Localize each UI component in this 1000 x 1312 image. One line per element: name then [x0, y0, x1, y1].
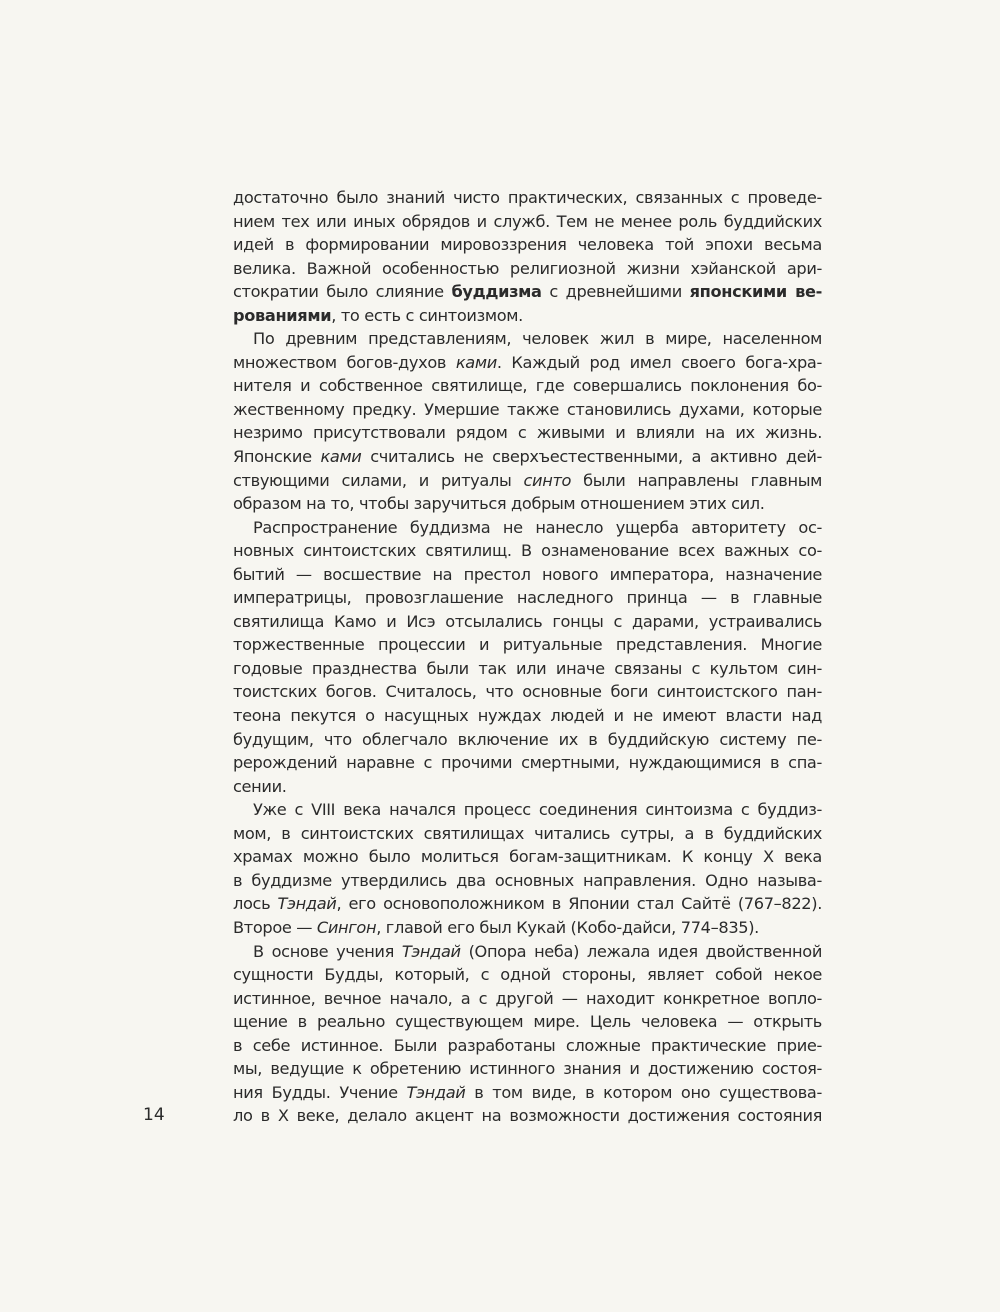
text-segment: , главой его был Кукай (Кобо-дайси, 774–835).	[376, 917, 759, 937]
text-segment: образом на то, чтобы заручиться добрым отношением этих сил.	[233, 494, 765, 514]
text-segment: с древнейшими	[541, 282, 690, 302]
text-segment: сущности Будды, который, с одной стороны, являет собой некое	[233, 965, 822, 985]
text-segment: теона пекутся о насущных нуждах людей и не имеют власти над	[233, 706, 822, 726]
text-segment: Японские	[233, 447, 321, 467]
text-segment: мом, в синтоистских святилищах читались сутры, а в буддийских	[233, 823, 822, 843]
text-segment: жественному предку. Умершие также становились духами, которые	[233, 399, 822, 419]
text-segment: стократии было слияние	[233, 282, 452, 302]
text-line	[233, 963, 822, 987]
text-segment: В основе учения	[253, 941, 402, 961]
text-segment: истинное, вечное начало, а с другой — находит конкретное вопло-	[233, 988, 822, 1008]
text-line	[233, 633, 822, 657]
text-line	[233, 421, 822, 445]
text-line	[233, 869, 822, 893]
italic-term: Сингон	[316, 917, 377, 937]
text-line	[233, 680, 822, 704]
text-line	[233, 327, 822, 351]
text-line	[233, 657, 822, 681]
text-line	[233, 516, 822, 540]
text-segment: новных синтоистских святилищ. В ознаменование всех важных со-	[233, 541, 822, 561]
text-segment: годовые празднества были так или иначе связаны с культом син-	[233, 658, 822, 678]
text-line	[233, 1104, 822, 1128]
text-line	[233, 186, 822, 210]
italic-term: синто	[523, 470, 572, 490]
text-line	[233, 469, 822, 493]
text-line	[233, 704, 822, 728]
page-number: 14	[143, 1105, 165, 1125]
text-segment: щение в реально существующем мире. Цель человека — открыть	[233, 1012, 822, 1032]
text-line	[233, 1034, 822, 1058]
text-segment: велика. Важной особенностью религиозной жизни хэйанской ари-	[233, 258, 822, 278]
text-line	[233, 492, 822, 516]
text-segment: , его основоположником в Японии стал Сайтё (767–822).	[336, 894, 822, 914]
text-segment: множеством богов-духов	[233, 352, 456, 372]
text-segment: лось	[233, 894, 278, 914]
text-line	[233, 822, 822, 846]
text-line	[233, 892, 822, 916]
text-line	[233, 563, 822, 587]
text-segment: идей в формировании мировоззрения человека той эпохи весьма	[233, 235, 822, 255]
text-line	[233, 987, 822, 1011]
text-line	[233, 586, 822, 610]
text-segment: По древним представлениям, человек жил в мире, населенном	[253, 329, 822, 349]
text-line	[233, 257, 822, 281]
text-segment: нием тех или иных обрядов и служб. Тем не менее роль буддийских	[233, 211, 822, 231]
text-line	[233, 374, 822, 398]
text-segment: ния Будды. Учение	[233, 1082, 407, 1102]
text-segment: были направлены главным	[571, 470, 823, 490]
bold-term: японскими ве-	[689, 282, 822, 302]
text-line	[233, 916, 822, 940]
text-line	[233, 280, 822, 304]
text-line	[233, 539, 822, 563]
text-segment: достаточно было знаний чисто практических, связанных с проведе-	[233, 188, 822, 207]
text-segment: Второе —	[233, 917, 317, 937]
text-line	[233, 751, 822, 775]
bold-term: буддизма	[451, 282, 542, 302]
text-segment: тоистских богов. Считалось, что основные боги синтоистского пан-	[233, 682, 822, 702]
text-segment: в себе истинное. Были разработаны сложные практические прие-	[233, 1035, 822, 1055]
text-segment: бытий — восшествие на престол нового императора, назначение	[233, 564, 822, 584]
text-segment: , то есть с синтоизмом.	[331, 305, 523, 325]
text-line	[233, 1010, 822, 1034]
text-line	[233, 351, 822, 375]
text-line	[233, 728, 822, 752]
text-segment: считались не сверхъестественными, а активно дей-	[361, 447, 822, 467]
text-segment: ло в X веке, делало акцент на возможности достижения состояния	[233, 1106, 822, 1126]
text-segment: сении.	[233, 776, 287, 796]
italic-term: ками	[320, 447, 362, 467]
text-segment: . Каждый род имел своего бога-хра-	[496, 352, 822, 372]
text-line	[233, 845, 822, 869]
text-line	[233, 398, 822, 422]
text-segment: императрицы, провозглашение наследного принца — в главные	[233, 588, 822, 608]
text-segment: в том виде, в котором оно существова-	[465, 1082, 822, 1102]
text-segment: (Опора неба) лежала идея двойственной	[460, 941, 822, 961]
text-segment: ствующими силами, и ритуалы	[233, 470, 524, 490]
text-line	[233, 210, 822, 234]
text-segment: святилища Камо и Исэ отсылались гонцы с дарами, устраивались	[233, 611, 822, 631]
text-line	[233, 445, 822, 469]
italic-term: Тэндай	[401, 941, 461, 961]
text-line	[233, 304, 822, 328]
text-segment: в буддизме утвердились два основных направления. Одно называ-	[233, 870, 822, 890]
text-line	[233, 1081, 822, 1105]
text-segment: торжественные процессии и ритуальные представления. Многие	[233, 635, 822, 655]
text-line	[233, 1057, 822, 1081]
italic-term: Тэндай	[406, 1082, 466, 1102]
italic-term: Тэндай	[277, 894, 337, 914]
text-segment: Уже с VIII века начался процесс соединения синтоизма с буддиз-	[253, 800, 822, 820]
bold-term: рованиями	[233, 305, 332, 325]
text-segment: мы, ведущие к обретению истинного знания и достижению состоя-	[233, 1059, 822, 1079]
text-segment: храмах можно было молиться богам-защитникам. К концу X века	[233, 847, 822, 867]
text-line	[233, 775, 822, 799]
text-segment: будущим, что облегчало включение их в буддийскую систему пе-	[233, 729, 822, 749]
text-line	[233, 610, 822, 634]
body-text	[233, 186, 822, 1128]
text-segment: незримо присутствовали рядом с живыми и влияли на их жизнь.	[233, 423, 822, 443]
text-segment: нителя и собственное святилище, где совершались поклонения бо-	[233, 376, 822, 396]
text-line	[233, 233, 822, 257]
text-segment: рерождений наравне с прочими смертными, нуждающимися в спа-	[233, 753, 822, 773]
text-line	[233, 940, 822, 964]
italic-term: ками	[455, 352, 497, 372]
text-segment: Распространение буддизма не нанесло ущерба авторитету ос-	[253, 517, 822, 537]
text-line	[233, 798, 822, 822]
